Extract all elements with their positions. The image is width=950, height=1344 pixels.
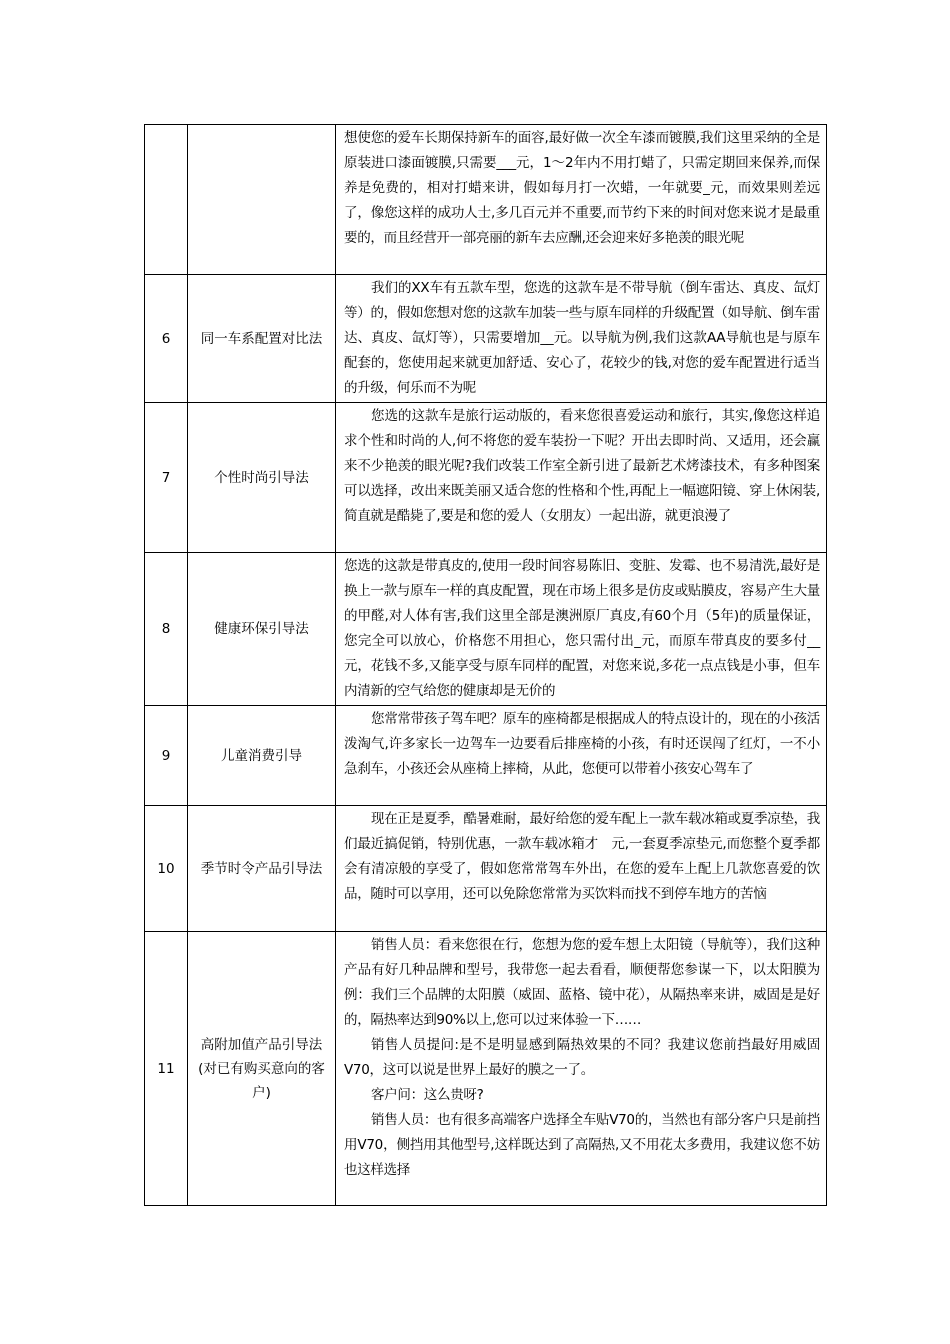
paragraph: 客户问：这么贵呀? [371, 1087, 484, 1103]
row-number: 8 [145, 553, 188, 706]
row-number: 7 [145, 403, 188, 553]
method-description [336, 553, 827, 706]
method-name: 个性时尚引导法 [188, 403, 336, 553]
table-row [145, 806, 827, 932]
paragraph: 您常常带孩子驾车吧？原车的座椅都是根据成人的特点设计的，现在的小孩活泼淘气,许多家长一边驾车一边要看后排座椅的小孩，有时还误闯了红灯，一不小急刹车，小孩还会从座椅上摔椅，从此，您便可以带着小孩安心驾车了 [344, 711, 820, 777]
table-row [145, 403, 827, 553]
method-name: 高附加值产品引导法(对已有购买意向的客户) [188, 932, 336, 1206]
method-description [336, 932, 827, 1206]
row-number: 6 [145, 275, 188, 403]
paragraph: 销售人员提问:是不是明显感到隔热效果的不同？我建议您前挡最好用威固V70，这可以说是世界上最好的膜之一了。 [344, 1037, 820, 1078]
method-description [336, 125, 827, 275]
row-number [145, 125, 188, 275]
sales-methods-table [144, 124, 827, 1206]
method-description [336, 403, 827, 553]
table-row [145, 932, 827, 1206]
method-name: 季节时令产品引导法 [188, 806, 336, 932]
method-description [336, 706, 827, 806]
paragraph: 想使您的爱车长期保持新车的面容,最好做一次全车漆而镀膜,我们这里采纳的全是原装进口漆面镀膜,只需要___元，1～2年内不用打蜡了，只需定期回来保养,而保养是免费的，相对打蜡来讲，假如每月打一次蜡，一年就要_元，而效果则差远了，像您这样的成功人士,多几百元并不重要,而节约下来的时间对您来说才是最重要的，而且经营开一部亮丽的新车去应酬,还会迎来好多艳羡的眼光呢 [344, 130, 820, 246]
method-name: 同一车系配置对比法 [188, 275, 336, 403]
method-name: 儿童消费引导 [188, 706, 336, 806]
paragraph: 您选的这款是带真皮的,使用一段时间容易陈旧、变脏、发霉、也不易清洗,最好是换上一款与原车一样的真皮配置，现在市场上很多是仿皮或贴膜皮，容易产生大量的甲醛,对人体有害,我们这里全部是澳洲原厂真皮,有60个月（5年)的质量保证，您完全可以放心，价格您不用担心，您只需付出_元，而原车带真皮的要多付__元，花钱不多,又能享受与原车同样的配置，对您来说,多花一点点钱是小事，但车内清新的空气给您的健康却是无价的 [344, 558, 820, 699]
method-description [336, 275, 827, 403]
method-name [188, 125, 336, 275]
paragraph: 我们的XX车有五款车型，您选的这款车是不带导航（倒车雷达、真皮、氙灯等）的，假如您想对您的这款车加装一些与原车同样的升级配置（如导航、倒车雷达、真皮、氙灯等），只需要增加__元。以导航为例,我们这款AA导航也是与原车配套的，您使用起来就更加舒适、安心了，花较少的钱,对您的爱车配置进行适当的升级，何乐而不为呢 [344, 280, 820, 396]
table-row [145, 125, 827, 275]
paragraph: 现在正是夏季，酷暑难耐，最好给您的爱车配上一款车载冰箱或夏季凉垫，我们最近搞促销，特别优惠，一款车载冰箱才 元,一套夏季凉垫元,而您整个夏季都会有清凉般的享受了，假如您常常驾车外出，在您的爱车上配上几款您喜爱的饮品，随时可以享用，还可以免除您常常为买饮料而找不到停车地方的苦恼 [344, 811, 820, 902]
paragraph: 您选的这款车是旅行运动版的，看来您很喜爱运动和旅行，其实,像您这样追求个性和时尚的人,何不将您的爱车装扮一下呢？开出去即时尚、又适用，还会赢来不少艳羡的眼光呢?我们改装工作室全新引进了最新艺术烤漆技术，有多种图案可以选择，改出来既美丽又适合您的性格和个性,再配上一幅遮阳镜、穿上休闲装,简直就是酷毙了,要是和您的爱人（女朋友）一起出游，就更浪漫了 [344, 408, 820, 524]
table-row [145, 553, 827, 706]
row-number: 10 [145, 806, 188, 932]
method-name: 健康环保引导法 [188, 553, 336, 706]
table-row [145, 706, 827, 806]
table-row [145, 275, 827, 403]
paragraph: 销售人员：看来您很在行，您想为您的爱车想上太阳镜（导航等），我们这种产品有好几种品牌和型号，我带您一起去看看，顺便帮您参谋一下，以太阳膜为例：我们三个品牌的太阳膜（威固、蓝格、镜中花），从隔热率来讲，威固是是好的，隔热率达到90%以上,您可以过来体验一下…… [344, 937, 820, 1028]
row-number: 11 [145, 932, 188, 1206]
method-description [336, 806, 827, 932]
paragraph: 销售人员：也有很多高端客户选择全车贴V70的，当然也有部分客户只是前挡用V70，侧挡用其他型号,这样既达到了高隔热,又不用花太多费用，我建议您不妨也这样选择 [344, 1112, 820, 1178]
row-number: 9 [145, 706, 188, 806]
